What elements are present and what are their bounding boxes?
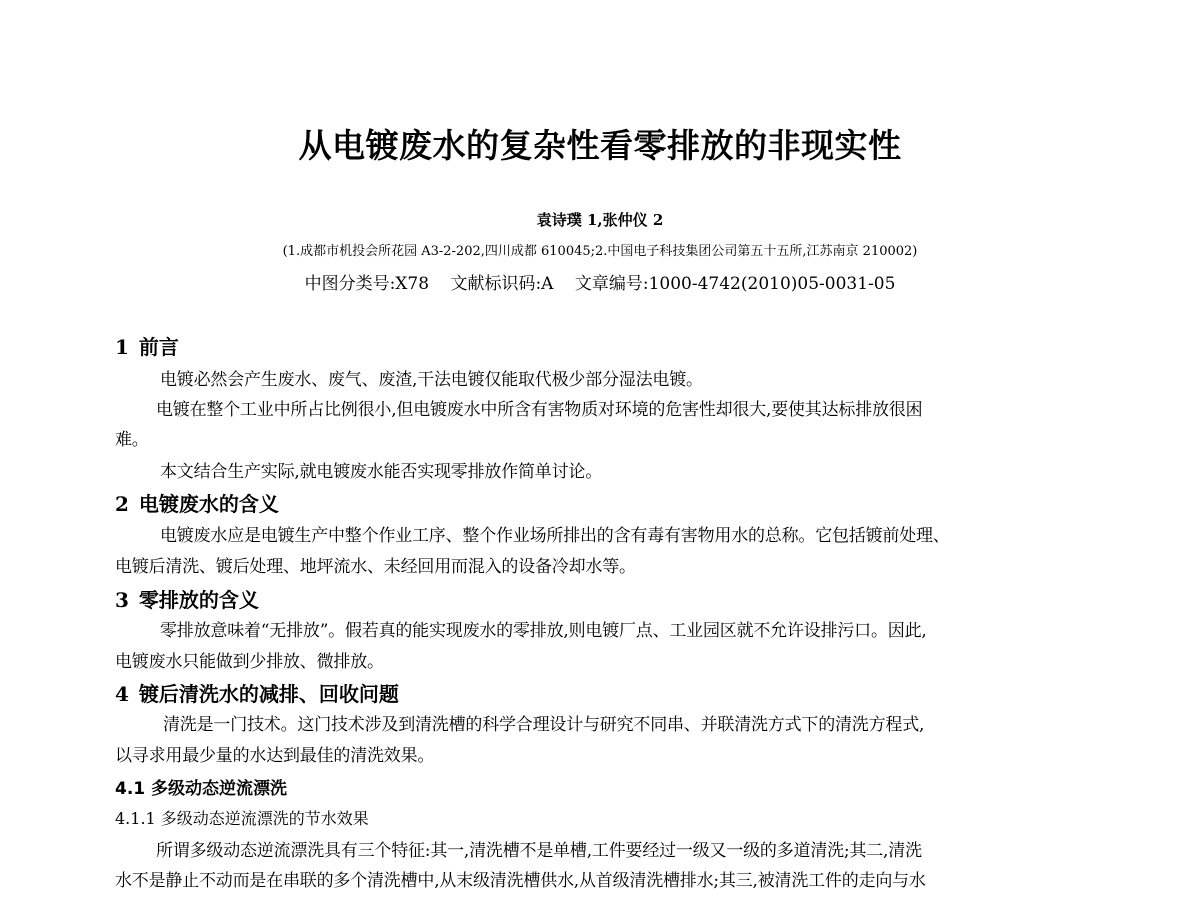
paragraph-line: 水不是静止不动而是在串联的多个清洗槽中,从末级清洗槽供水,从首级清洗槽排水;其三,被清洗工件的走向与水: [115, 871, 926, 891]
section-number: 4: [115, 682, 129, 706]
paragraph-line: 所谓多级动态逆流漂洗具有三个特征:其一,清洗槽不是单槽,工件要经过一级又一级的多道清洗;其二,清洗: [156, 841, 922, 861]
section-heading-1: [115, 332, 179, 362]
subsubsection-heading: 4.1.1 多级动态逆流漂洗的节水效果: [115, 809, 369, 828]
paragraph-line: 难。: [115, 430, 149, 450]
paper-authors: 袁诗璞 1,张仲仪 2: [536, 211, 664, 229]
section-heading-2: [115, 489, 279, 519]
paragraph-line: 以寻求用最少量的水达到最佳的清洗效果。: [115, 746, 435, 766]
section-title: 镀后清洗水的减排、回收问题: [138, 682, 399, 706]
paragraph-line: 清洗是一门技术。这门技术涉及到清洗槽的科学合理设计与研究不同串、并联清洗方式下的清洗方程式,: [163, 715, 925, 735]
subsection-heading: 4.1 多级动态逆流漂洗: [115, 779, 288, 799]
paragraph-line: 电镀废水只能做到少排放、微排放。: [115, 652, 384, 672]
paper-title: 从电镀废水的复杂性看零排放的非现实性: [298, 126, 902, 165]
section-title: 电镀废水的含义: [138, 492, 279, 516]
section-heading-4: [115, 679, 399, 709]
author-affiliation: (1.成都市机投会所花园 A3-2-202,四川成都 610045;2.中国电子科技集团公司第五十五所,江苏南京 210002): [282, 244, 918, 259]
section-number: 3: [115, 588, 129, 612]
paragraph-line: 零排放意味着“无排放”。假若真的能实现废水的零排放,则电镀厂点、工业园区就不允许设排污口。因此,: [160, 621, 927, 641]
classification-line: [0, 271, 1200, 297]
paragraph-line: 电镀必然会产生废水、废气、废渣,干法电镀仅能取代极少部分湿法电镀。: [160, 370, 703, 390]
section-number: 2: [115, 492, 129, 516]
clc-number: 中图分类号:X78: [304, 274, 430, 294]
document-code: 文献标识码:A: [450, 274, 554, 294]
section-number: 1: [115, 335, 129, 359]
article-number: 文章编号:1000-4742(2010)05-0031-05: [574, 274, 896, 294]
paragraph-line: 电镀废水应是电镀生产中整个作业工序、整个作业场所排出的含有毒有害物用水的总称。它包括镀前处理、: [160, 526, 950, 546]
section-heading-3: [115, 585, 259, 615]
section-title: 前言: [138, 335, 179, 359]
paragraph-line: 电镀在整个工业中所占比例很小,但电镀废水中所含有害物质对环境的危害性却很大,要使其达标排放很困: [156, 400, 923, 420]
paragraph-line: 本文结合生产实际,就电镀废水能否实现零排放作简单讨论。: [160, 462, 603, 482]
section-title: 零排放的含义: [138, 588, 259, 612]
paragraph-line: 电镀后清洗、镀后处理、地坪流水、未经回用而混入的设备冷却水等。: [115, 557, 636, 577]
